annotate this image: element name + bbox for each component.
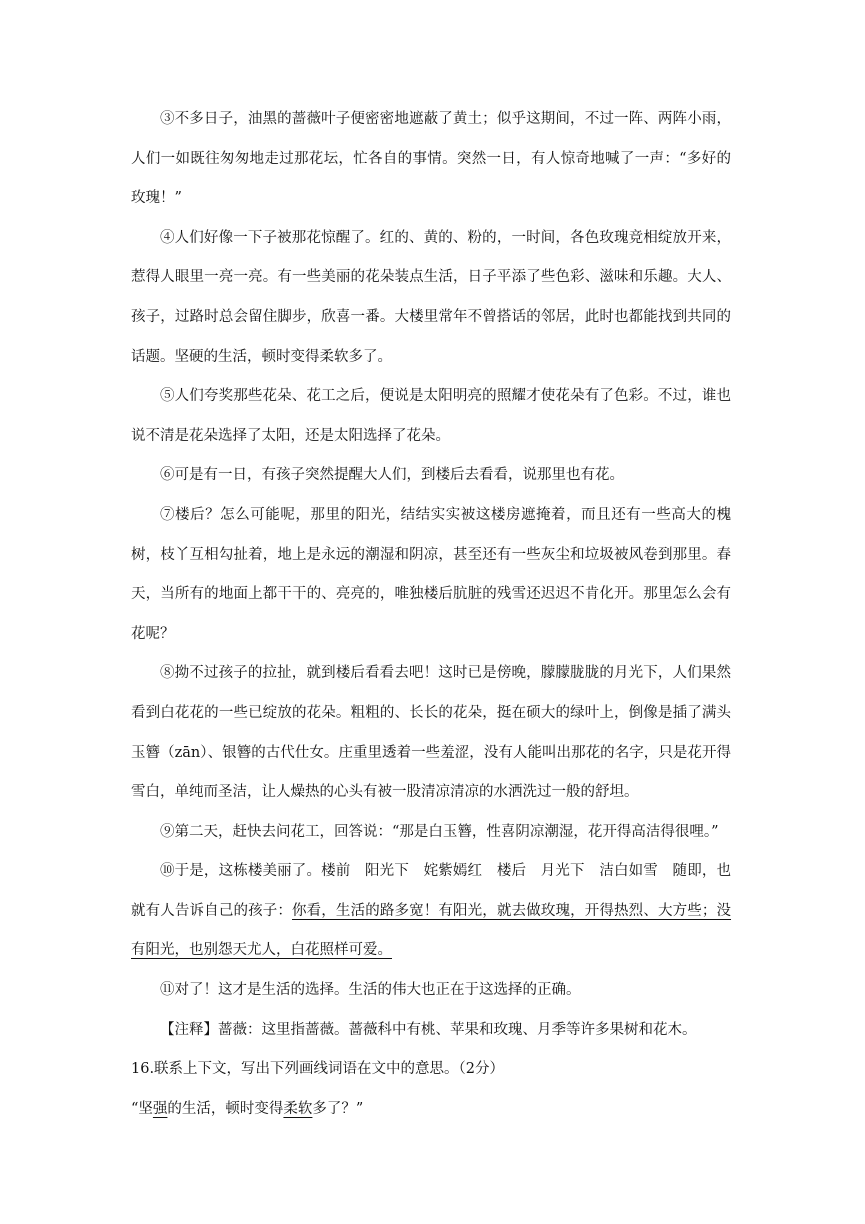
underlined-sentence: 你看，生活的路多宽！有阳光，就去做玫瑰，开得热烈、大方些；没有阳光，也别怨天尤人，白花照样可爱。 bbox=[131, 902, 732, 959]
paragraph-4: ④人们好像一下子被那花惊醒了。红的、黄的、粉的，一时间，各色玫瑰竞相绽放开来，惹得人眼里一亮一亮。有一些美丽的花朵装点生活，日子平添了些色彩、滋味和乐趣。大人、孩子，过路时总会留住脚步，欣喜一番。大楼里常年不曾搭话的邻居，此时也都能找到共同的话题。坚硬的生活，顿时变得柔软多了。 bbox=[131, 229, 731, 365]
paragraph-11: ⑪对了！这才是生活的选择。生活的伟大也正在于这选择的正确。 bbox=[160, 982, 581, 999]
underlined-word-2: 柔软 bbox=[283, 1100, 313, 1117]
paragraph-10-text: ⑩于是，这栋楼美丽了。楼前 阳光下 姹紫嫣红 楼后 月光下 洁白如雪 随即，也就有人告诉自己的孩子： bbox=[131, 863, 731, 919]
paragraph-3: ③不多日子，油黑的蔷薇叶子便密密地遮蔽了黄土；似乎这期间，不过一阵、两阵小雨，人们一如既往匆匆地走过那花坛，忙各自的事情。突然一日，有人惊奇地喊了一声：“多好的玫瑰！” bbox=[131, 111, 731, 207]
paragraph-7: ⑦楼后？怎么可能呢，那里的阳光，结结实实被这楼房遮掩着，而且还有一些高大的槐树，枝丫互相勾扯着，地上是永远的潮湿和阴凉，甚至还有一些灰尘和垃圾被风卷到那里。春天，当所有的地面上都干干的、亮亮的，唯独楼后肮脏的残雪还迟迟不肯化开。那里怎么会有花呢？ bbox=[131, 506, 731, 642]
paragraph-5: ⑤人们夸奖那些花朵、花工之后，便说是太阳明亮的照耀才使花朵有了色彩。不过，谁也说不清是花朵选择了太阳，还是太阳选择了花朵。 bbox=[131, 388, 731, 444]
underlined-word-1: 强 bbox=[152, 1100, 168, 1117]
paragraph-9: ⑨第二天，赶快去问花工，回答说：“那是白玉簪，性喜阴凉潮湿，花开得高洁得很哩。” bbox=[160, 823, 719, 840]
annotation-note: 【注释】蔷薇：这里指蔷薇。蔷薇科中有桃、苹果和玫瑰、月季等许多果树和花木。 bbox=[160, 1021, 697, 1038]
question-16: 16.联系上下文，写出下列画线词语在文中的意思。（2分） bbox=[131, 1061, 505, 1078]
paragraph-6: ⑥可是有一日，有孩子突然提醒大人们，到楼后去看看，说那里也有花。 bbox=[160, 467, 624, 484]
paragraph-8: ⑧拗不过孩子的拉扯，就到楼后看看去吧！这时已是傍晚，朦朦胧胧的月光下，人们果然看到白花花的一些已绽放的花朵。粗粗的、长长的花朵，挺在硕大的绿叶上，倒像是插了满头玉簪（zān）、银簪的古代仕女。庄重里透着一些羞涩，没有人能叫出那花的名字，只是花开得雪白，单纯而圣洁，让人燥热的心头有被一股清凉清凉的水洒洗过一般的舒坦。 bbox=[131, 665, 731, 801]
quote-close: 多了？” bbox=[312, 1100, 364, 1117]
paragraph-10 bbox=[131, 852, 731, 971]
quote-open: “坚 bbox=[131, 1100, 153, 1117]
article-body bbox=[131, 100, 731, 1129]
quote-middle: 的生活，顿时变得 bbox=[167, 1100, 284, 1117]
question-16-quote bbox=[131, 1090, 731, 1130]
